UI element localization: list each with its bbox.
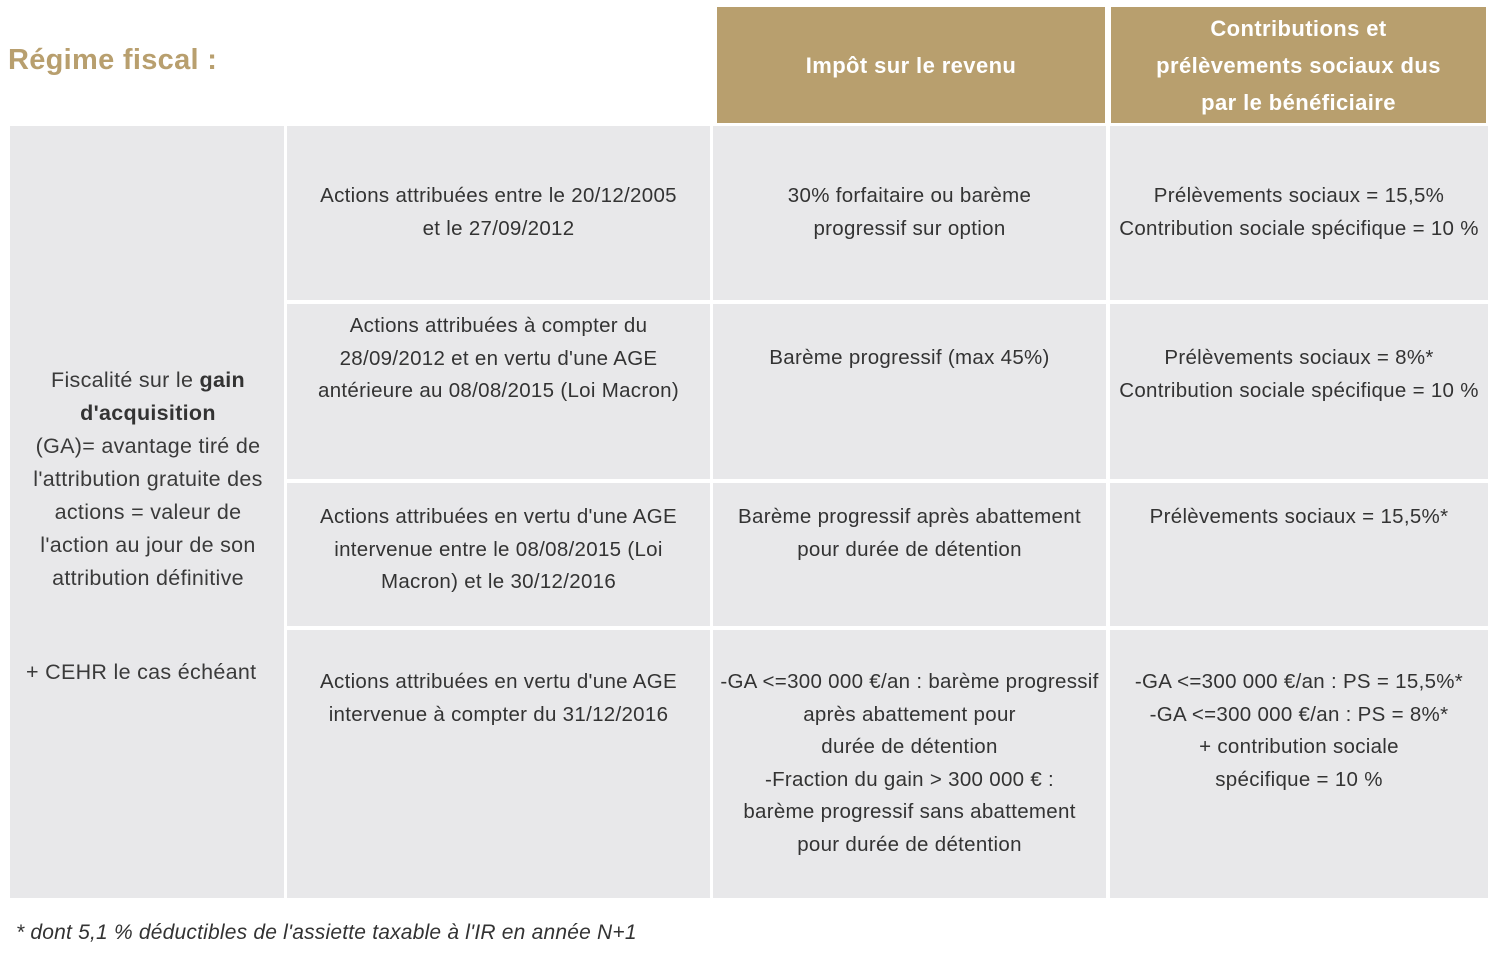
row-2-period-text: Actions attribuées à compter du 28/09/2012 et en vertu d'une AGE antérieure au 08/08/2015 (Loi Macron) xyxy=(318,314,679,402)
ga-prefix: Fiscalité sur le xyxy=(51,368,200,392)
row-1-contributions-text: Prélèvements sociaux = 15,5% Contribution sociale spécifique = 10 % xyxy=(1119,184,1479,240)
row-3-contributions-text: Prélèvements sociaux = 15,5%* xyxy=(1149,505,1449,528)
row-1-period-text: Actions attribuées entre le 20/12/2005 et le 27/09/2012 xyxy=(320,184,677,240)
table-row-3-period xyxy=(287,483,710,626)
table-row-2-period xyxy=(287,304,710,479)
row-2-contributions-text: Prélèvements sociaux = 8%* Contribution sociale spécifique = 10 % xyxy=(1119,346,1479,402)
row-3-impot-text: Barème progressif après abattement pour durée de détention xyxy=(738,505,1081,561)
table-row-1-impot xyxy=(713,126,1106,300)
table-row-1-period xyxy=(287,126,710,300)
table-row-3-impot xyxy=(713,483,1106,626)
row-3-period-text: Actions attribuées en vertu d'une AGE intervenue entre le 08/08/2015 (Loi Macron) et le 30/12/2016 xyxy=(320,505,677,593)
header-contributions-label: Contributions et prélèvements sociaux dus par le bénéficiaire xyxy=(1156,15,1441,115)
header-contributions xyxy=(1111,7,1486,123)
row-2-impot-text: Barème progressif (max 45%) xyxy=(769,346,1050,369)
table-row-4-impot xyxy=(713,630,1106,898)
gain-acquisition-cell xyxy=(10,126,284,898)
cehr-note: + CEHR le cas échéant xyxy=(26,660,257,684)
tax-table xyxy=(10,126,1488,898)
table-row-3-contributions xyxy=(1110,483,1488,626)
table-row-2-contributions xyxy=(1110,304,1488,479)
ga-bold-term: gain d'acquisition xyxy=(80,368,245,425)
page-title: Régime fiscal : xyxy=(8,44,218,76)
header-impot-label: Impôt sur le revenu xyxy=(805,52,1017,78)
row-1-impot-text: 30% forfaitaire ou barème progressif sur option xyxy=(787,184,1032,240)
header-impot-sur-le-revenu xyxy=(717,7,1105,123)
gain-acquisition-description xyxy=(28,364,268,595)
row-4-period-text: Actions attribuées en vertu d'une AGE intervenue à compter du 31/12/2016 xyxy=(320,670,677,726)
footnote: * dont 5,1 % déductibles de l'assiette taxable à l'IR en année N+1 xyxy=(16,921,637,944)
table-row-1-contributions xyxy=(1110,126,1488,300)
ga-definition: (GA)= avantage tiré de l'attribution gratuite des actions = valeur de l'action au jour de son attribution définitive xyxy=(33,434,263,590)
row-4-contributions-text: -GA <=300 000 €/an : PS = 15,5%* -GA <=300 000 €/an : PS = 8%* + contribution sociale spécifique = 10 % xyxy=(1134,670,1464,791)
table-row-4-period xyxy=(287,630,710,898)
table-row-2-impot xyxy=(713,304,1106,479)
row-4-impot-text: -GA <=300 000 €/an : barème progressif après abattement pour durée de détention -Fraction du gain > 300 000 € : barème progressif sans abattement pour durée de détention xyxy=(720,670,1099,856)
table-row-4-contributions xyxy=(1110,630,1488,898)
